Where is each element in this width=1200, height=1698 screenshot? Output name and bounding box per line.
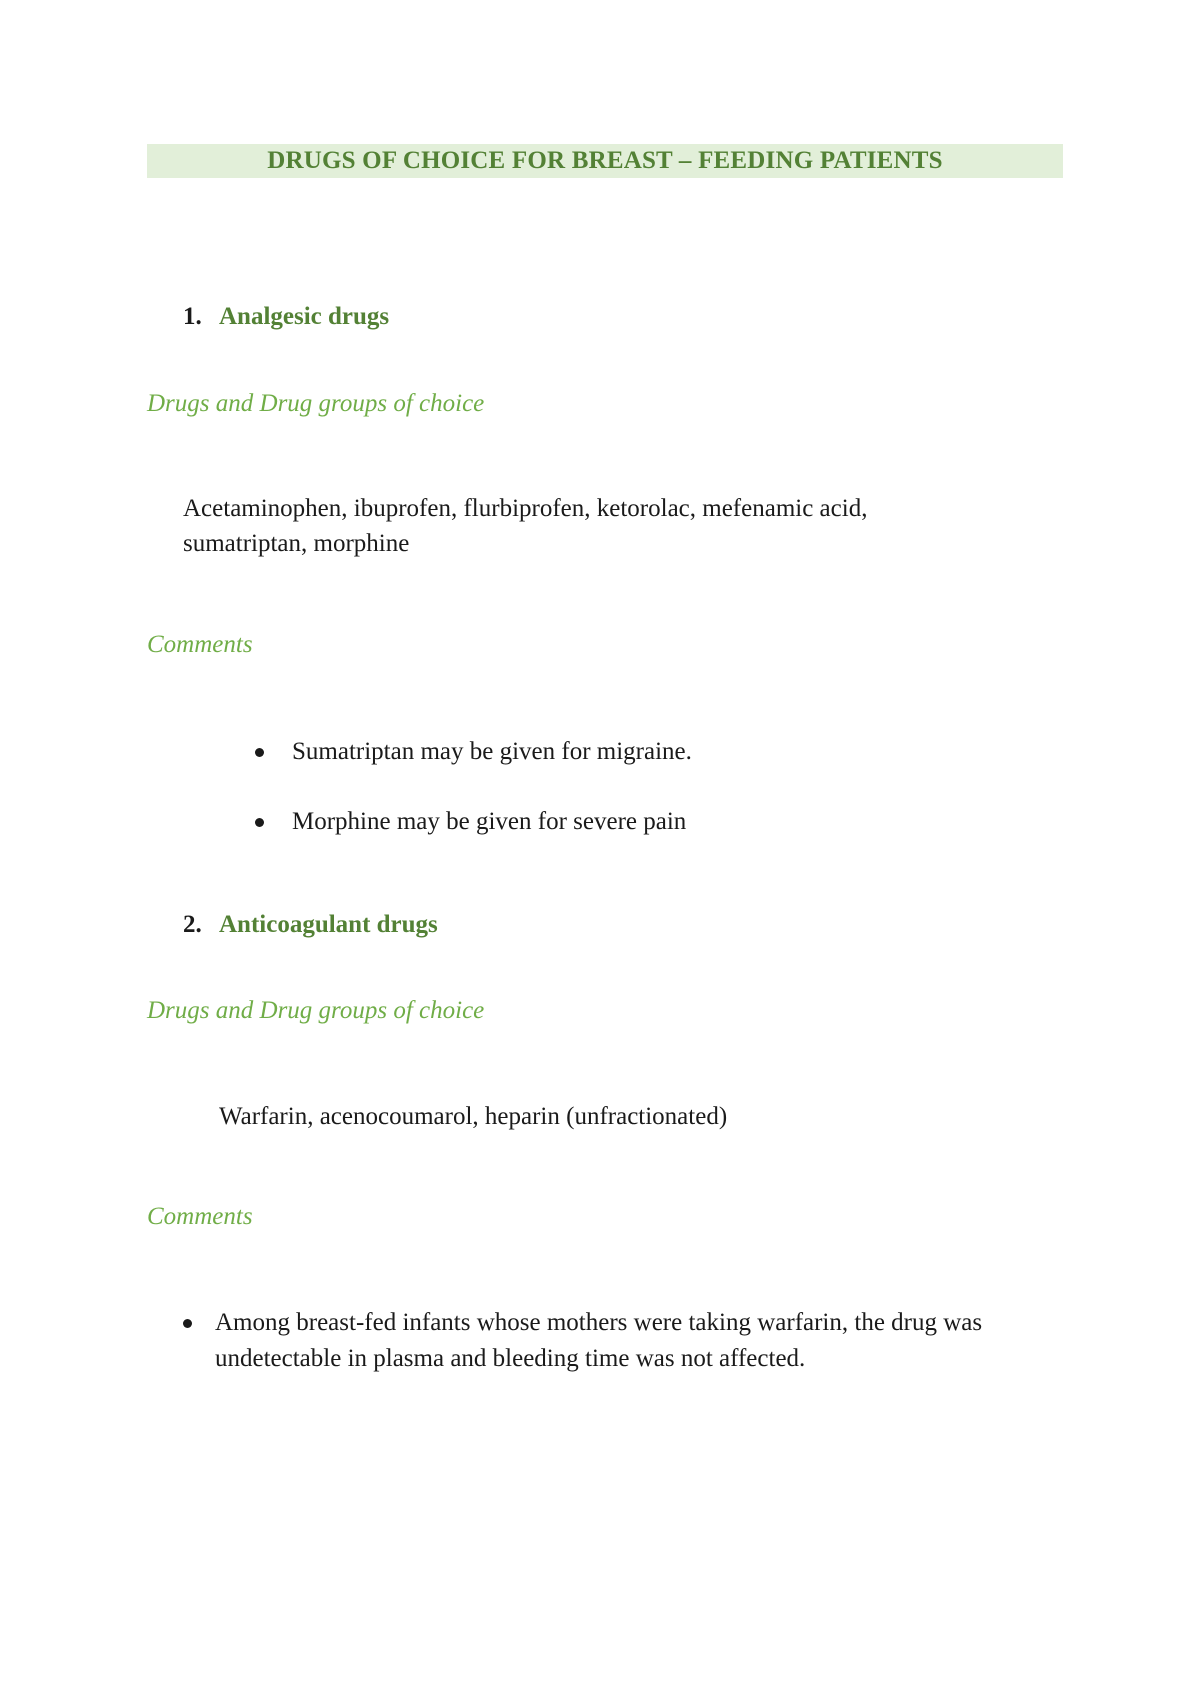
comment-text: Among breast-fed infants whose mothers were taking warfarin, the drug was undetectable in plasma and bleeding time was not affected.	[215, 1309, 983, 1372]
choice-label: Drugs and Drug groups of choice	[147, 390, 485, 417]
choice-label: Drugs and Drug groups of choice	[147, 997, 485, 1024]
comment-text: Sumatriptan may be given for migraine.	[292, 738, 692, 765]
drug-list-line: Warfarin, acenocoumarol, heparin (unfractionated)	[219, 1103, 728, 1130]
section-number: 1.	[183, 303, 202, 330]
bullet-icon	[255, 818, 264, 827]
comments-label: Comments	[147, 631, 253, 658]
drug-list-line: Acetaminophen, ibuprofen, flurbiprofen, ketorolac, mefenamic acid,	[183, 495, 868, 522]
drug-list	[183, 491, 867, 561]
list-item	[183, 1305, 1063, 1377]
bullet-icon	[183, 1319, 192, 1328]
drug-list	[219, 1099, 727, 1134]
list-item	[255, 804, 686, 840]
drug-list-line: sumatriptan, morphine	[183, 530, 410, 557]
section-heading-analgesic	[183, 303, 389, 331]
comments-label: Comments	[147, 1203, 253, 1230]
section-title: Anticoagulant drugs	[219, 911, 438, 938]
page-title: DRUGS OF CHOICE FOR BREAST – FEEDING PATIENTS	[267, 147, 943, 174]
section-title: Analgesic drugs	[219, 303, 390, 330]
comment-text: Morphine may be given for severe pain	[292, 808, 687, 835]
section-heading-anticoagulant	[183, 911, 438, 939]
list-item	[255, 734, 692, 770]
bullet-icon	[255, 748, 264, 757]
section-number: 2.	[183, 911, 202, 938]
title-banner	[147, 144, 1063, 178]
